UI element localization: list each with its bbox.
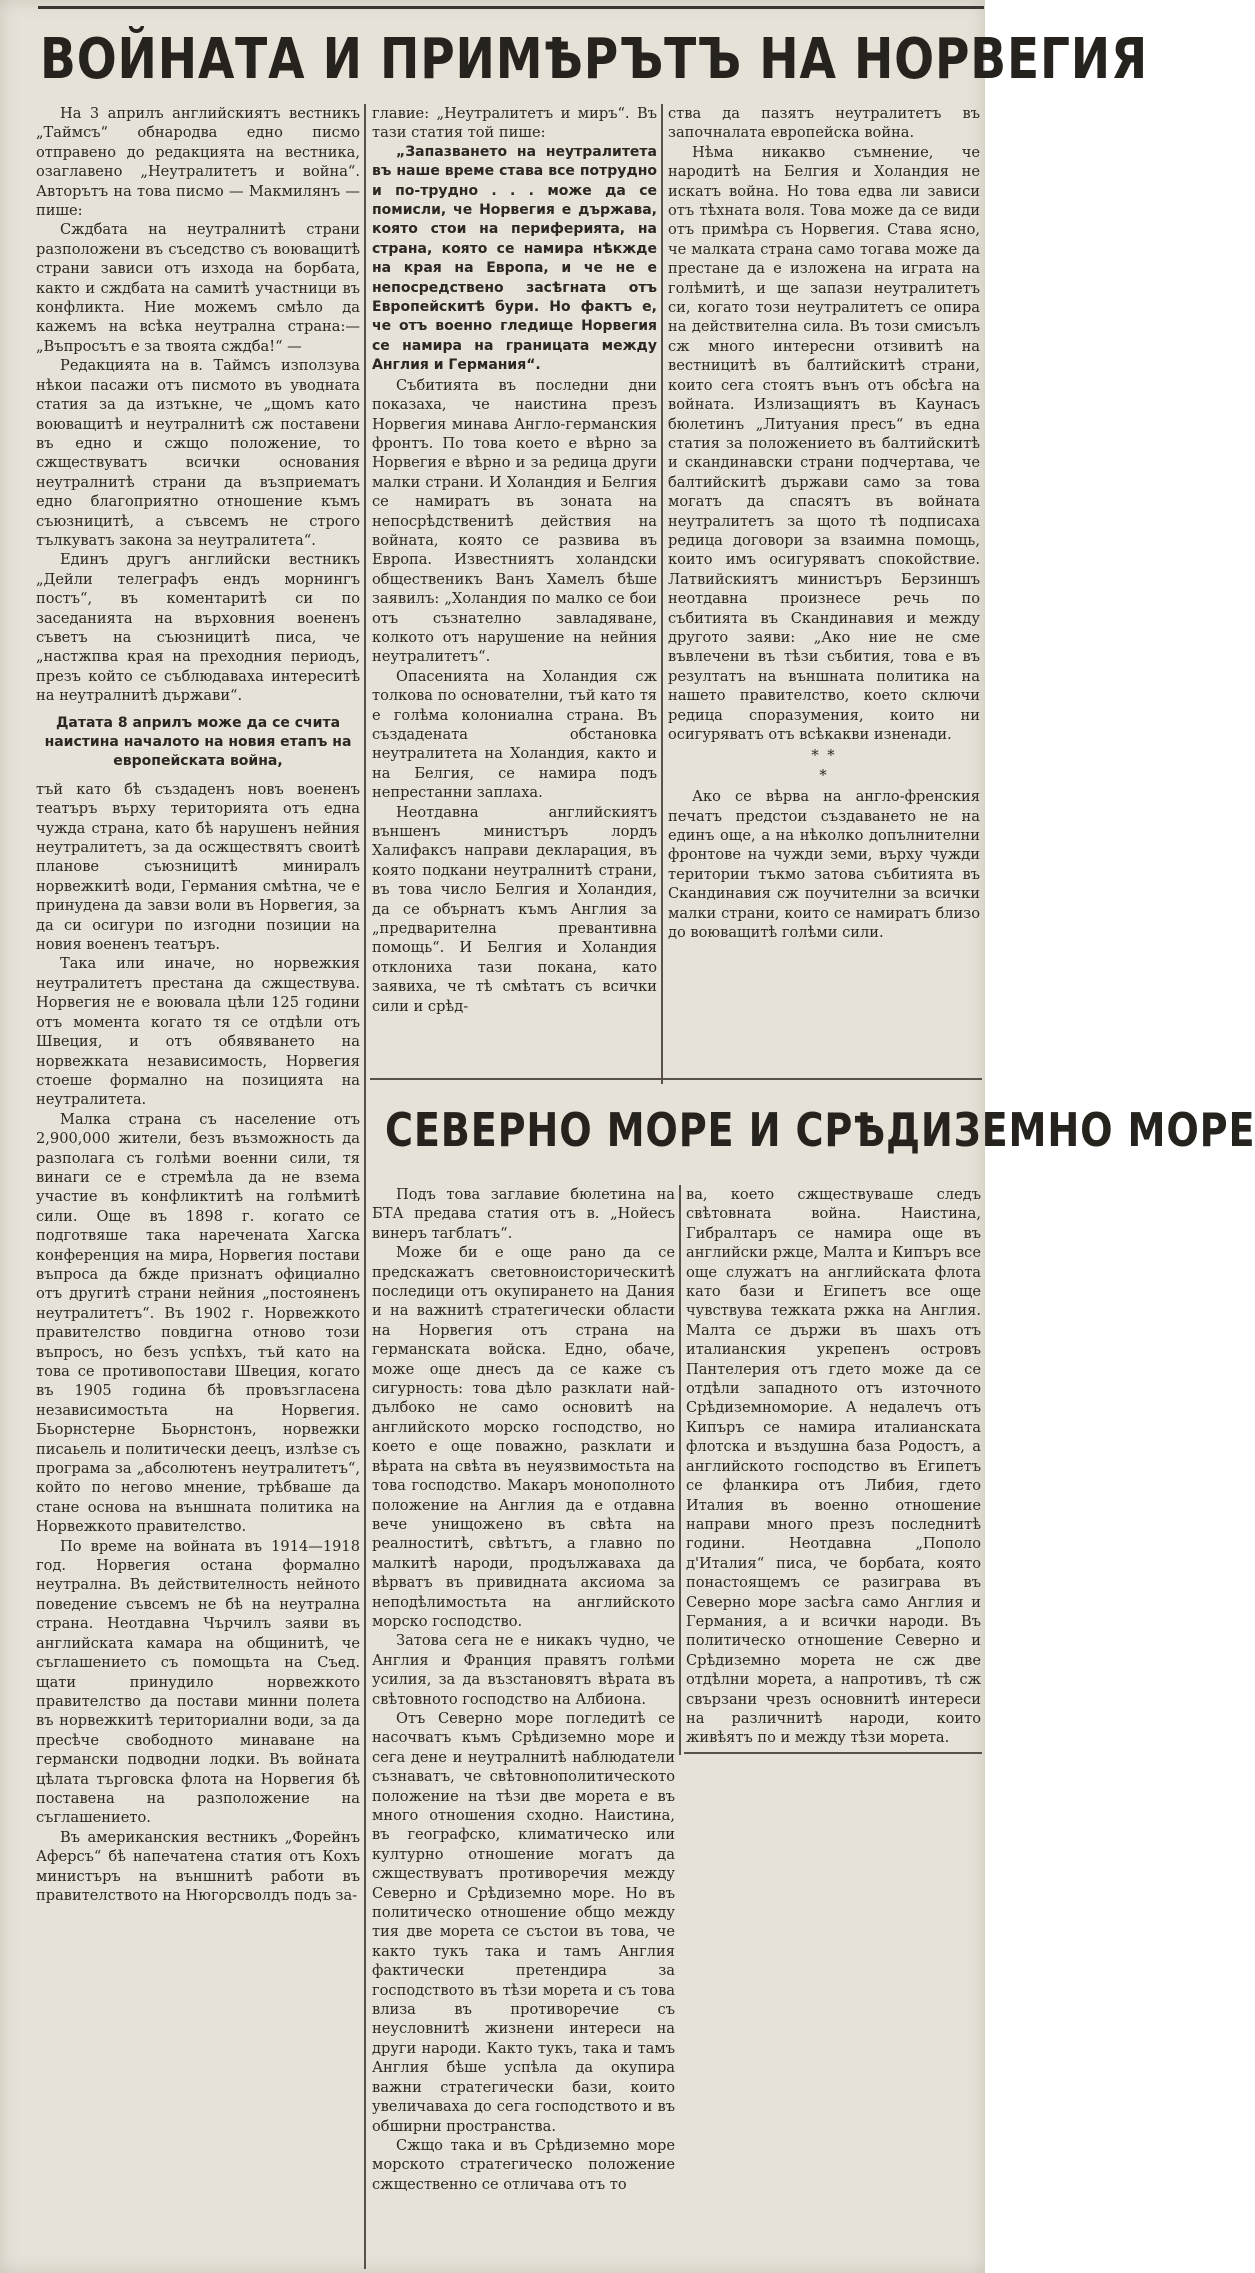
paragraph: Подъ това заглавие бюлетина на БТА предава статия отъ в. „Нойесъ винеръ тагблатъ“. [372,1186,675,1242]
article2-column-1 [372,1185,675,2265]
column-divider-1 [364,104,366,2269]
paragraph: ства да пазятъ неутралитетъ въ започналата европейска война. [668,105,980,142]
paragraph: По време на войната въ 1914—1918 год. Норвегия остана формално неутрална. Въ действителность нейното поведение съвсемъ не бѣ на неутрална страна. Неотдавна Чърчилъ заяви въ английската камара на общинитѣ, че съглашението съ помощьта на Съед. щати принудило норвежкото правителство да постави минни полета въ норвежкитѣ териториални води, за да пресѣче свободното минаване на германски подводни лодки. Въ войната цѣлата търговска флота на Норвегия бѣ поставена на разположение на съглашението. [36,1537,360,1827]
paragraph: тъй като бѣ създаденъ новъ воененъ театъръ върху територията отъ една чужда страна, като бѣ нарушенъ нейния неутралитетъ, за да осжществятъ своитѣ планове съюзницитѣ миниралъ норвежкитѣ води, Германия смѣтна, че е принудена да завзи воли въ Норвегия, за да си осигури по изгодни позиции на новия воененъ театъръ. [36,780,360,954]
paragraph: * * * [811,747,837,784]
paragraph: Опасенията на Холандия сж толкова по основателни, тъй като тя е голѣма колониална страна. Въ създадената обстановка неутралитета на Холандия, както и на Белгия, се намира подъ непрестанни заплаха. [372,667,657,802]
article1-column-3 [668,104,980,1084]
paragraph: Единъ другъ английски вестникъ „Дейли телеграфъ ендъ морнингъ постъ“, въ коментаритѣ си по заседанията на върховния воененъ съветъ на съюзницитѣ писа, че „настжпва края на преходния периодъ, презъ който се съблюдаваха интереситѣ на неутралнитѣ държави“. [36,551,360,705]
paragraph: Ако се вѣрва на англо-френския печатъ предстои създаването не на единъ още, а на нѣколко допълнителни фронтове на чужди земи, върху чужди територии тъкмо затова събитията въ Скандинавия сж поучителни за всички малки страни, които се намиратъ близо до воюващитѣ голѣми сили. [668,788,980,942]
top-rule [38,6,984,9]
paragraph: Може би е още рано да се предскажатъ световноисторическитѣ последици отъ окупирането на Дания и на важнитѣ стратегически области на Норвегия отъ страна на германската войска. Едно, обаче, може още днесъ да се каже съ сигурность: това дѣло разклати най-дълбоко не само основитѣ на английското морско господство, но което е още поважно, разклати и вѣрата на свѣта въ неуязвимостьта на това господство. Макаръ монополното положение на Англия да е отдавна вече унищожено въ свѣта на реалноститѣ, свѣтътъ, а главно по малкитѣ народи, продължаваха да вѣрватъ въ привиднатa аксиома за неподѣлимостьта на английското морско господство. [372,1244,675,1630]
article2-column-2 [686,1185,981,1745]
paragraph: Неотдавна английскиятъ външенъ министъръ лордъ Халифаксъ направи декларация, въ която подкани неутралнитѣ страни, въ това число Белгия и Холандия, да се обърнатъ къмъ Англия за „предварителна превантивна помощь“. И Белгия и Холандия отклониха тази покана, като заявиха, че тѣ смѣтатъ съ всички сили и срѣд- [372,803,657,1015]
paragraph: главие: „Неутралитетъ и миръ“. Въ тази статия той пише: [372,105,657,142]
paragraph: Така или иначе, но норвежкия неутралитетъ престана да сжществува. Норвегия не е воювала цѣли 125 години отъ момента когато тя се отдѣли отъ Швеция, и отъ обявяването на норвежката независимость, Норвегия стоеше формално на позицията на неутралитета. [36,955,360,1109]
column-divider-2 [661,104,663,1084]
paragraph: На 3 априлъ английскиятъ вестникъ „Таймсъ“ обнародва едно писмо отправено до редакцията на вестника, озаглавено „Неутралитетъ и война“. Авторътъ на това писмо — Макмилянъ — пише: [36,105,360,220]
main-headline: ВОЙНАТА И ПРИМѢРЪТЪ НА НОРВЕГИЯ [40,27,1149,92]
paragraph: Сждбата на неутралнитѣ страни разположени въ съседство съ воюващитѣ страни зависи отъ изхода на борбата, както и сждбата на самитѣ участници въ конфликта. Ние можемъ смѣло да кажемъ на всѣка неутрална страна:—„Въпросътъ е за твоята сждба!“ — [36,221,360,355]
paragraph: Въ американския вестникъ „Форейнъ Аферсъ“ бѣ напечатена статия отъ Кохъ министъръ на външнитѣ работи въ правителството на Нюгорсволдъ подъ за- [36,1828,360,1904]
article1-column-2 [372,104,657,1069]
paragraph: Събитията въ последни дни показаха, че наистина презъ Норвегия минава Англо-германския фронтъ. По това което е вѣрно за Норвегия е вѣрно и за редица други малки страни. И Холандия и Белгия се намиратъ въ зоната на непосрѣдственитѣ действия на войната, която се развива въ Европа. Известниятъ холандски общественикъ Ванъ Хамелъ бѣше заявилъ: „Холандия по малко се бои отъ съзнателно завладяване, колкото отъ нарушение на нейния неутралитетъ“. [372,376,657,666]
paragraph: Отъ Северно море погледитѣ се насочватъ къмъ Срѣдиземно море и сега дене и неутралнитѣ наблюдатели съзнаватъ, че свѣтовнополитическото положение на тѣзи две морета е въ много отношения сходно. Наистина, въ географско, климатическо или културно отношение могатъ да сжществуватъ противоречия между Северно и Срѣдиземно море. Но въ политическо отношение общо между тия две морета се състои въ това, че както тукъ така и тамъ Англия фактически претендира за господството въ тѣзи морета и съ това влиза въ противоречие съ неусловнитѣ жизнени интереси на други народи. Както тукъ, така и тамъ Англия бѣше успѣла да окупира важни стратегически бази, които увеличаваха до сега господството и въ обширни пространства. [372,1709,675,2135]
paragraph: Затова сега не е никакъ чудно, че Англия и Франция правятъ голѣми усилия, за да възстановятъ вѣрата въ свѣтовното господство на Албиона. [372,1632,675,1708]
article2-end-rule [684,1752,982,1754]
paragraph: Сжщо така и въ Срѣдиземно море морското стратегическо положение сжщественно се отличава отъ то [372,2136,675,2193]
paragraph: Нѣма никакво съмнение, че народитѣ на Белгия и Холандия не искатъ война. Но това едва ли зависи отъ тѣхната воля. Това може да се види отъ примѣра съ Норвегия. Става ясно, че малката страна само тогава може да престане да е изложена на играта на голѣмитѣ, и ще запази неутралитетъ си, когато този неутралитетъ се опира на действителна сила. Въ този смисълъ сж много интересни отзивитѣ на вестницитѣ въ балтийскитѣ страни, които сега стоятъ вънъ отъ обсѣга на войната. Излизащиятъ въ Каунасъ бюлетинъ „Литуания пресъ“ въ една статия за положението въ балтийскитѣ и скандинавски страни подчертава, че балтийскитѣ държави само за това могатъ да спасятъ въ войната неутралитетъ за щото тѣ подписаха редица договори за взаимна помощь, които имъ осигуряватъ спокойствие. Латвийскиятъ министъръ Берзиншъ неотдавна произнесе речь по събитията въ Скандинавия и между другото заяви: „Ако ние не сме въвлечени въ тѣзи събития, това е въ резултатъ на външната политика на нашето правителство, което сключи редица споразумения, които ни осигуряватъ отъ всѣкакви изненади. [668,143,980,743]
paragraph: „Запазването на неутралитета въ наше време става все потрудно и по-трудно . . . може да се помисли, че Норвегия е държава, която стои на периферията, на страна, която се намира нѣкжде на края на Европа, и че не е непосредствено засѣгната отъ Европейскитѣ бури. Но фактъ е, че отъ военно гледище Норвегия се намира на границата между Англия и Германия“. [372,143,657,374]
section-divider [370,1078,982,1080]
second-headline: СЕВЕРНО МОРЕ И СРѢДИЗЕМНО МОРЕ [385,1103,1255,1157]
paragraph: Редакцията на в. Таймсъ използува нѣкои пасажи отъ писмото въ уводната статия за да изтъкне, че „щомъ като воюващитѣ и неутралнитѣ сж поставени въ едно и сжщо положение, то сжществуватъ всички основания неутралнитѣ страни да възприематъ едно благоприятно отношение къмъ съюзницитѣ, а съвсемъ не строго тълкуватъ закона за неутралитета“. [36,357,360,549]
subheading: Датата 8 априлъ може да се счита наистина началото на новия етапъ на европейската война, [44,714,352,770]
article1-column-1 [36,104,360,2264]
paragraph: ва, което сжществуваше следъ свѣтовната война. Наистина, Гибралтаръ се намира още въ английски ржце, Малта и Кипъръ все още служатъ на английската флота като бази и Египетъ все още чувствува тежката ржка на Англия. Малта се държи въ шахъ отъ италианския укрепенъ островъ Пантелерия отъ гдето може да се отдѣли западното отъ източното Срѣдиземноморие. А недалечъ отъ Кипъръ се намира италианската флотска и въздушна база Родостъ, а английското господство въ Египетъ се фланкира отъ Либия, гдето Италия въ военно отношение направи много презъ последнитѣ години. Неотдавна „Пополо д'Италия“ писа, че борбата, която понастоящемъ се разиграва въ Северно море засѣга само Англия и Германия, а и всички народи. Въ политическо отношение Северно и Срѣдиземно морета не сж две отдѣлни морета, а напротивъ, тѣ сж свързани чрезъ основнитѣ интереси на различнитѣ народи, които живѣятъ по и между тѣзи морета. [686,1186,981,1747]
paragraph: Малка страна съ население отъ 2,900,000 жители, безъ възможность да разполага съ голѣми военни сили, тя винаги се е стремѣла да не взема участие въ конфликтитѣ на голѣмитѣ сили. Още въ 1898 г. когато се подготвяше така наречената Хагска конференция на мира, Норвегия постави въпроса да бжде признатъ официално отъ другитѣ страни нейния „постояненъ неутралитетъ“. Въ 1902 г. Норвежкото правителство повдигна отново този въпросъ, но безъ успѣхъ, тъй като на това се противопостави Швеция, когато въ 1905 година бѣ провъзгласена независимостьта на Норвегия. Бьорнстерне Бьорнстонъ, норвежки писаьель и политически деецъ, излѣзе съ програма за „абсолютенъ неутралитетъ“, който по негово мнение, трѣбваше да стане основа на външната политика на Норвежкото правителство. [36,1110,360,1536]
column-divider-3 [679,1185,681,1755]
